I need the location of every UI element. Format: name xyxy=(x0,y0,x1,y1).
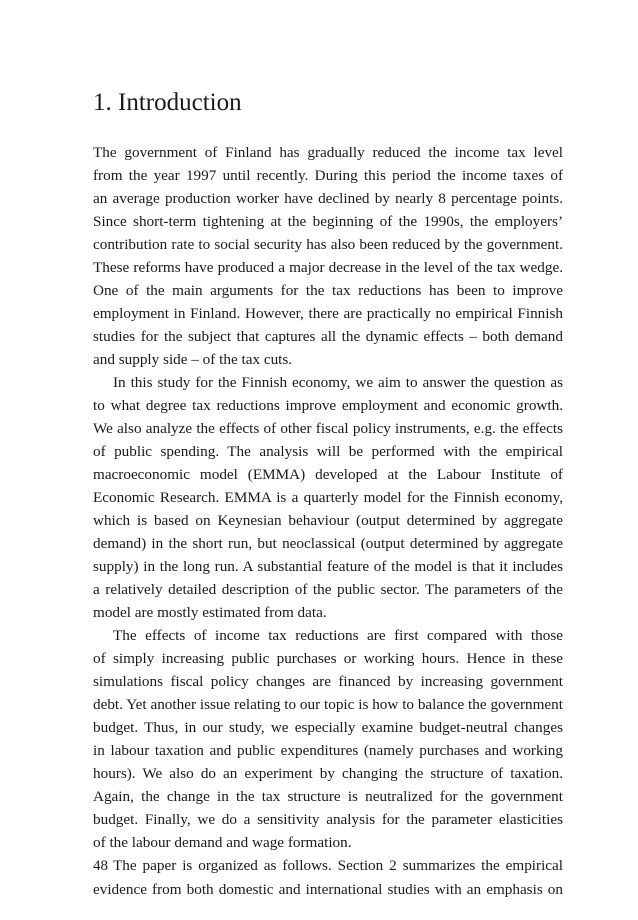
text-line: in labour taxation and public expenditures (namely purchases and working xyxy=(93,742,563,760)
text-line: In this study for the Finnish economy, we aim to answer the question as xyxy=(113,374,563,392)
text-line: The paper is organized as follows. Section 2 summarizes the empirical xyxy=(113,857,563,875)
text-line: Economic Research. EMMA is a quarterly model for the Finnish economy, xyxy=(93,489,563,507)
text-line: of public spending. The analysis will be performed with the empirical xyxy=(93,443,563,461)
text-line: a relatively detailed description of the public sector. The parameters of the xyxy=(93,581,563,599)
text-line: an average production worker have declined by nearly 8 percentage points. xyxy=(93,190,563,208)
text-line: model are mostly estimated from data. xyxy=(93,604,327,622)
text-line: We also analyze the effects of other fiscal policy instruments, e.g. the effects xyxy=(93,420,563,438)
text-line: One of the main arguments for the tax reductions has been to improve xyxy=(93,282,563,300)
text-line: demand) in the short run, but neoclassical (output determined by aggregate xyxy=(93,535,563,553)
text-line: hours). We also do an experiment by changing the structure of taxation. xyxy=(93,765,563,783)
section-heading: 1. Introduction xyxy=(93,89,242,116)
text-line: The government of Finland has gradually reduced the income tax level xyxy=(93,144,563,161)
text-line: The effects of income tax reductions are first compared with those xyxy=(113,627,563,645)
text-line: studies for the subject that captures all the dynamic effects – both demand xyxy=(93,328,563,346)
body-text xyxy=(93,141,563,901)
text-line: supply) in the long run. A substantial feature of the model is that it includes xyxy=(93,558,563,576)
text-line: budget. Thus, in our study, we especially examine budget-neutral changes xyxy=(93,719,563,737)
text-line: evidence from both domestic and international studies with an emphasis on xyxy=(93,880,563,898)
text-line: simulations fiscal policy changes are financed by increasing government xyxy=(93,673,563,691)
text-line: to what degree tax reductions improve employment and economic growth. xyxy=(93,397,563,415)
text-line: employment in Finland. However, there are practically no empirical Finnish xyxy=(93,305,563,323)
text-line: of the labour demand and wage formation. xyxy=(93,834,352,852)
text-line: and supply side – of the tax cuts. xyxy=(93,351,293,369)
text-line: macroeconomic model (EMMA) developed at the Labour Institute of xyxy=(93,466,563,484)
text-line: Again, the change in the tax structure is neutralized for the government xyxy=(93,788,563,806)
text-line: of simply increasing public purchases or working hours. Hence in these xyxy=(93,650,563,668)
page-number: 48 xyxy=(93,858,108,874)
text-line: Since short-term tightening at the beginning of the 1990s, the employers’ xyxy=(93,213,563,231)
text-line: from the year 1997 until recently. During this period the income taxes of xyxy=(93,167,563,185)
text-line: which is based on Keynesian behaviour (output determined by aggregate xyxy=(93,512,563,530)
text-line: contribution rate to social security has also been reduced by the government. xyxy=(93,236,563,254)
text-line: debt. Yet another issue relating to our topic is how to balance the government xyxy=(93,696,563,714)
text-line: These reforms have produced a major decrease in the level of the tax wedge. xyxy=(93,259,563,277)
text-line: budget. Finally, we do a sensitivity analysis for the parameter elasticities xyxy=(93,811,563,829)
